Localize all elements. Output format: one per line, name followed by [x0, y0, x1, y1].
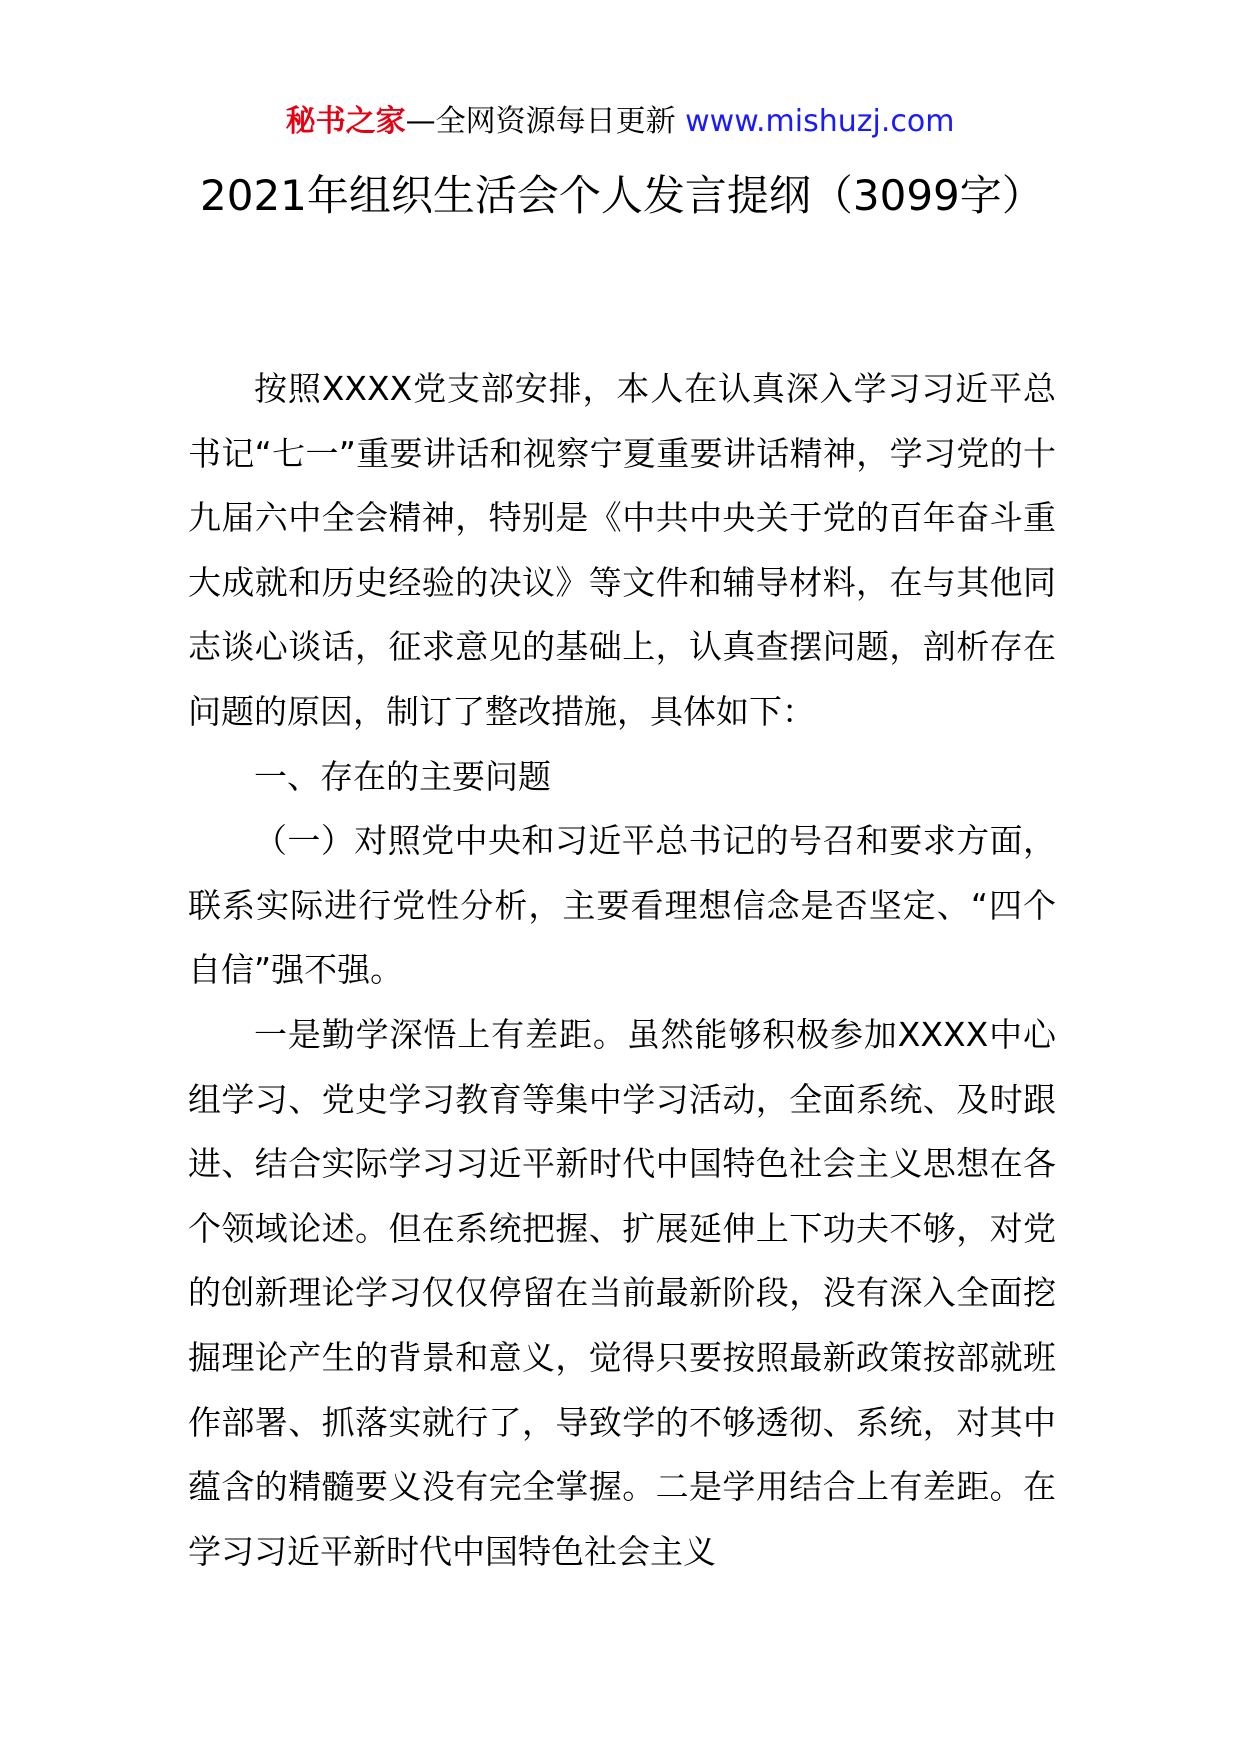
- document-body: [188, 357, 1056, 1584]
- paragraph-study-gap: 一是勤学深悟上有差距。虽然能够积极参加XXXX中心组学习、党史学习教育等集中学习活动，全面系统、及时跟进、结合实际学习习近平新时代中国特色社会主义思想在各个领域论述。但在系统把握、扩展延伸上下功夫不够，对党的创新理论学习仅仅停留在当前最新阶段，没有深入全面挖掘理论产生的背景和意义，觉得只要按照最新政策按部就班作部署、抓落实就行了，导致学的不够透彻、系统，对其中蕴含的精髓要义没有完全掌握。二是学用结合上有差距。在学习习近平新时代中国特色社会主义: [188, 1014, 1056, 1571]
- subsection-heading-1: （一）对照党中央和习近平总书记的号召和要求方面，联系实际进行党性分析，主要看理想信念是否坚定、“四个自信”强不强。: [188, 821, 1056, 990]
- section-heading-main-problems: 一、存在的主要问题: [254, 756, 551, 796]
- site-brand: 秘书之家: [285, 104, 406, 139]
- document-title: 2021年组织生活会个人发言提纲（3099字）: [200, 171, 1044, 220]
- site-tagline: —全网资源每日更新: [405, 104, 676, 139]
- site-header: [0, 102, 1240, 142]
- site-url-link[interactable]: www.mishuzj.com: [685, 104, 955, 139]
- paragraph-intro: 按照XXXX党支部安排，本人在认真深入学习习近平总书记“七一”重要讲话和视察宁夏重要讲话精神，学习党的十九届六中全会精神，特别是《中共中央关于党的百年奋斗重大成就和历史经验的决议》等文件和辅导材料，在与其他同志谈心谈话，征求意见的基础上，认真查摆问题，剖析存在问题的原因，制订了整改措施，具体如下：: [188, 369, 1056, 731]
